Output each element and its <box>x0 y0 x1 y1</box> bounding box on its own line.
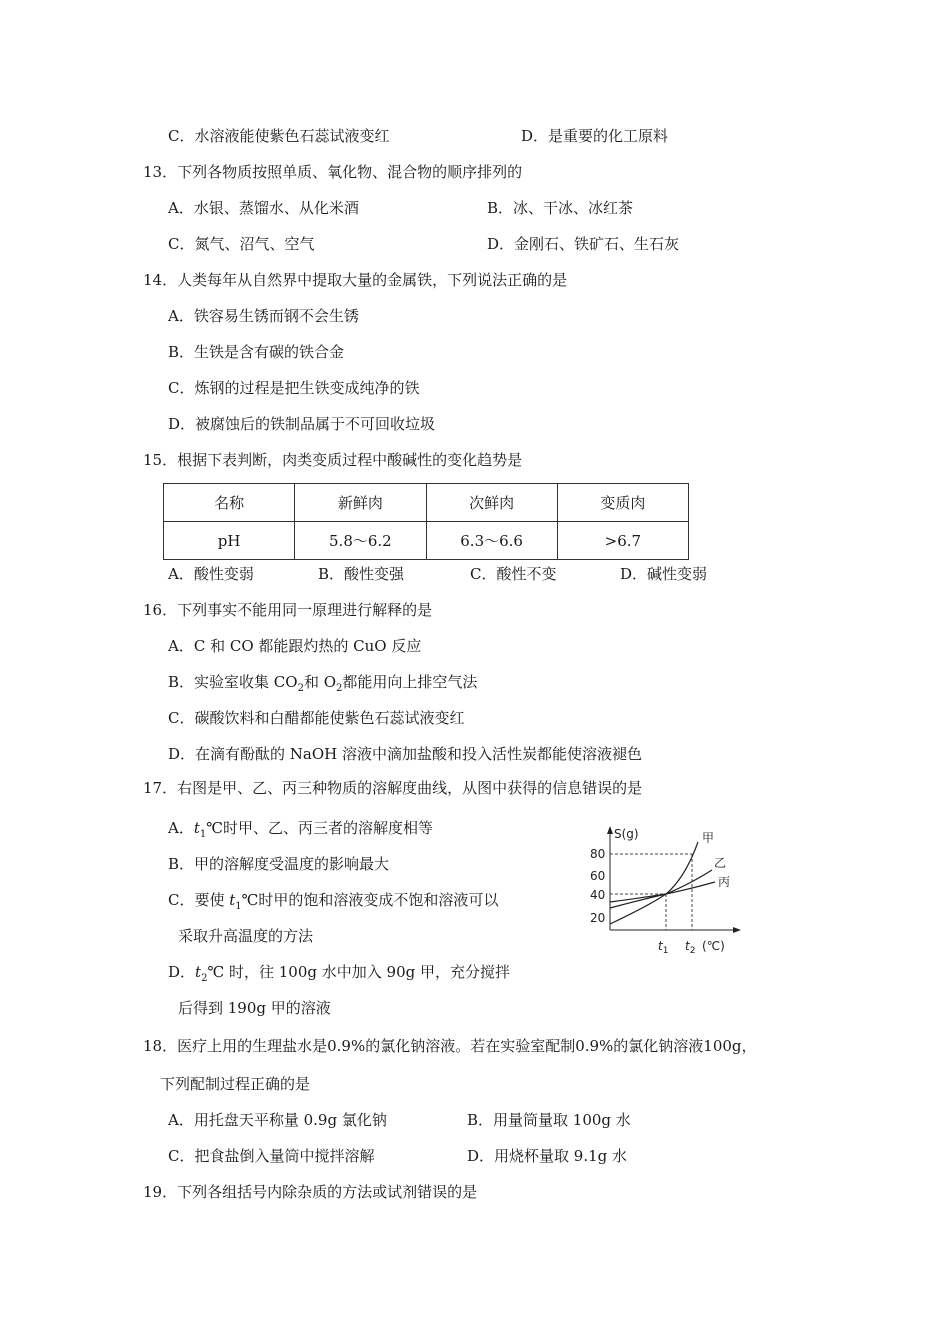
q14-option-a: A．铁容易生锈而钢不会生锈 <box>168 307 359 325</box>
y-axis-arrow <box>607 826 613 834</box>
q15-stem: 15．根据下表判断，肉类变质过程中酸碱性的变化趋势是 <box>143 451 523 469</box>
q17-option-a <box>168 818 433 845</box>
q19-stem: 19．下列各组括号内除杂质的方法或试剂错误的是 <box>143 1183 478 1201</box>
q16-option-b <box>168 672 477 699</box>
solubility-graph <box>570 820 760 965</box>
q14-option-c: C．炼钢的过程是把生铁变成纯净的铁 <box>168 379 420 397</box>
q12-option-c: C．水溶液能使紫色石蕊试液变红 <box>168 127 390 145</box>
q17-option-c <box>168 890 498 917</box>
t-variable: t <box>195 963 202 981</box>
q17-option-d-post: ℃ 时，往 100g 水中加入 90g 甲，充分搅拌 <box>207 963 510 981</box>
curve-bing <box>610 882 715 902</box>
q17-option-c-post: ℃时甲的饱和溶液变成不饱和溶液可以 <box>241 891 499 909</box>
table-header-cell: 名称 <box>164 484 295 522</box>
q16-option-d: D．在滴有酚酞的 NaOH 溶液中滴加盐酸和投入活性炭都能使溶液褪色 <box>168 745 643 763</box>
q17-option-a-post: ℃时甲、乙、丙三者的溶解度相等 <box>206 819 434 837</box>
y-tick-label: 40 <box>590 888 606 902</box>
q13-option-b: B．冰、干冰、冰红茶 <box>487 199 634 217</box>
y-tick-label: 60 <box>590 869 606 883</box>
curve-label-bing: 丙 <box>718 875 731 889</box>
q17-option-d <box>168 962 510 989</box>
table-row <box>164 522 689 560</box>
t-variable: t <box>193 819 200 837</box>
table-cell: >6.7 <box>557 522 688 560</box>
curve-yi <box>610 870 712 908</box>
q13-option-c: C．氮气、沼气、空气 <box>168 235 315 253</box>
q18-stem-cont: 下列配制过程正确的是 <box>160 1075 311 1093</box>
q15-option-d: D．碱性变弱 <box>620 565 708 583</box>
table-header-cell: 变质肉 <box>557 484 688 522</box>
q17-stem: 17．右图是甲、乙、丙三种物质的溶解度曲线，从图中获得的信息错误的是 <box>143 779 643 797</box>
q16-option-b-post: 都能用向上排空气法 <box>342 673 478 691</box>
table-row <box>164 484 689 522</box>
ph-table <box>163 483 689 560</box>
curve-jia <box>610 842 698 924</box>
y-tick-label: 20 <box>590 911 606 925</box>
q16-option-b-pre: B．实验室收集 CO <box>168 673 298 691</box>
subscript: 1 <box>199 829 207 840</box>
t-variable: t <box>229 891 236 909</box>
subscript: 2 <box>201 973 208 984</box>
curve-label-jia: 甲 <box>702 831 715 845</box>
table-header-cell: 次鲜肉 <box>426 484 557 522</box>
q13-option-d: D．金刚石、铁矿石、生石灰 <box>487 235 680 253</box>
q18-stem: 18．医疗上用的生理盐水是0.9%的氯化钠溶液。若在实验室配制0.9%的氯化钠溶液100g， <box>143 1037 757 1055</box>
subscript: 1 <box>235 901 242 912</box>
q16-option-b-mid: 和 O <box>303 673 337 691</box>
q17-option-b: B．甲的溶解度受温度的影响最大 <box>168 855 390 873</box>
q16-option-c: C．碳酸饮料和白醋都能使紫色石蕊试液变红 <box>168 709 465 727</box>
q17-option-d-cont: 后得到 190g 甲的溶液 <box>178 999 331 1017</box>
q17-option-a-pre: A． <box>168 819 194 837</box>
table-header-cell: 新鲜肉 <box>295 484 426 522</box>
subscript: 2 <box>689 946 696 956</box>
q14-option-b: B．生铁是含有碳的铁合金 <box>168 343 345 361</box>
curve-label-yi: 乙 <box>714 856 727 870</box>
y-tick-label: 80 <box>590 847 606 861</box>
x-tick-t1 <box>658 939 668 956</box>
y-axis-label: S(g) <box>614 827 639 841</box>
q16-option-a: A．C 和 CO 都能跟灼热的 CuO 反应 <box>168 637 422 655</box>
subscript: 2 <box>297 683 304 694</box>
q16-stem: 16．下列事实不能用同一原理进行解释的是 <box>143 601 433 619</box>
q12-option-d: D．是重要的化工原料 <box>521 127 669 145</box>
q18-option-d: D．用烧杯量取 9.1g 水 <box>467 1147 628 1165</box>
q17-option-c-pre: C．要使 <box>168 891 230 909</box>
q15-option-c: C．酸性不变 <box>470 565 557 583</box>
q15-option-a: A．酸性变弱 <box>168 565 254 583</box>
q14-option-d: D．被腐蚀后的铁制品属于不可回收垃圾 <box>168 415 436 433</box>
q14-stem: 14．人类每年从自然界中提取大量的金属铁，下列说法正确的是 <box>143 271 568 289</box>
q18-option-b: B．用量筒量取 100g 水 <box>467 1111 631 1129</box>
q17-option-c-cont: 采取升高温度的方法 <box>178 927 314 945</box>
q18-option-a: A．用托盘天平称量 0.9g 氯化钠 <box>168 1111 387 1129</box>
q13-option-a: A．水银、蒸馏水、从化米酒 <box>168 199 359 217</box>
subscript: 1 <box>662 946 669 956</box>
table-cell: 6.3～6.6 <box>426 522 557 560</box>
x-tick-t2 <box>685 939 695 956</box>
q18-option-c: C．把食盐倒入量筒中搅拌溶解 <box>168 1147 375 1165</box>
table-cell: pH <box>164 522 295 560</box>
t-variable: t <box>658 939 663 953</box>
q17-option-d-pre: D． <box>168 963 196 981</box>
q15-option-b: B．酸性变强 <box>318 565 405 583</box>
subscript: 2 <box>336 683 343 694</box>
q13-stem: 13．下列各物质按照单质、氧化物、混合物的顺序排列的 <box>143 163 523 181</box>
x-axis-arrow <box>733 927 741 933</box>
table-cell: 5.8～6.2 <box>295 522 426 560</box>
t-variable: t <box>685 939 690 953</box>
x-axis-unit: (℃) <box>702 939 725 953</box>
